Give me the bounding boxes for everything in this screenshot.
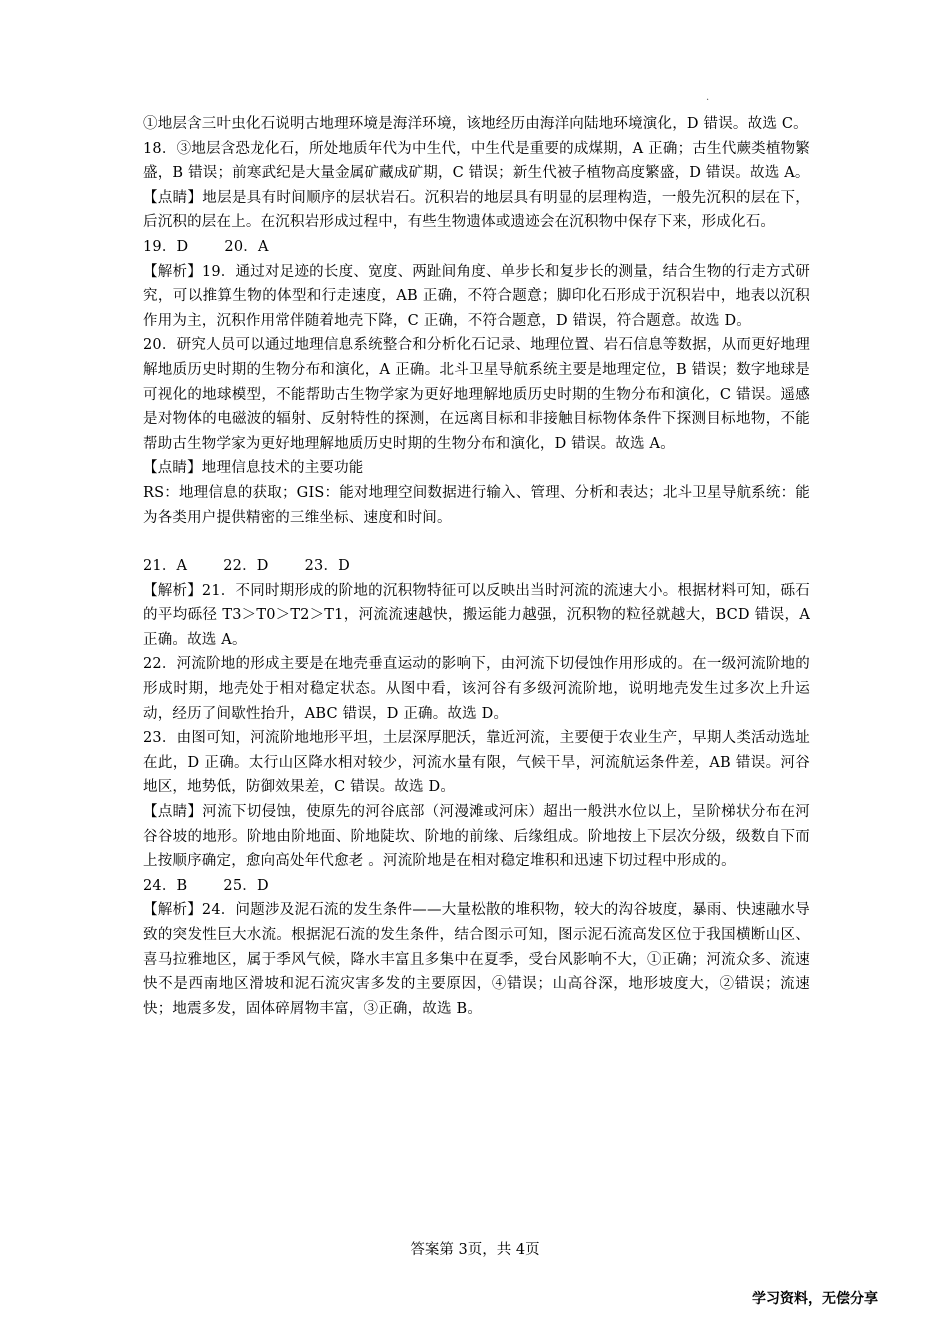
page-footer: 答案第 3页，共 4页	[410, 1242, 540, 1258]
paragraph: 【解析】24．问题涉及泥石流的发生条件——大量松散的堆积物，较大的沟谷坡度，暴雨、快速融水导致的突发性巨大水流。根据泥石流的发生条件，结合图示可知，图示泥石流高发区位于我国横断山区、喜马拉雅地区，属于季风气候，降水丰富且多集中在夏季，受台风影响不大，①正确；河流众多、流速快不是西南地区滑坡和泥石流灾害多发的主要原因，④错误；山高谷深，地形坡度大，②错误；流速快；地震多发，固体碎屑物丰富，③正确，故选 B。	[143, 902, 810, 1017]
answer-19: 19．D	[143, 238, 189, 255]
paragraph: 【解析】21．不同时期形成的阶地的沉积物特征可以反映出当时河流的流速大小。根据材料可知，砾石的平均砾径 T3＞T0＞T2＞T1，河流流速越快，搬运能力越强，沉积物的粒径就越大，BCD 错误，A 正确。故选 A。	[143, 582, 810, 648]
answer-23: 23．D	[304, 558, 351, 575]
paragraph: 【解析】19．通过对足迹的长度、宽度、两趾间角度、单步长和复步长的测量，结合生物的行走方式研究，可以推算生物的体型和行走速度，AB 正确，不符合题意；脚印化石形成于沉积岩中，地表以沉积作用为主，沉积作用常伴随着地壳下降，C 正确，不符合题意，D 错误，符合题意。故选 D。	[143, 263, 810, 329]
paragraph: RS：地理信息的获取；GIS：能对地理空间数据进行输入、管理、分析和表达；北斗卫星导航系统：能为各类用户提供精密的三维坐标、速度和时间。	[143, 484, 810, 526]
answer-21: 21．A	[143, 558, 188, 575]
paragraph: 20．研究人员可以通过地理信息系统整合和分析化石记录、地理位置、岩石信息等数据，从而更好地理解地质历史时期的生物分布和演化，A 正确。北斗卫星导航系统主要是地理定位，B 错误；数字地球是可视化的地球模型，不能帮助古生物学家为更好地理解地质历史时期的生物分布和演化，C 错误。遥感是对物体的电磁波的辐射、反射特性的探测，在远离目标和非接触目标物体条件下探测目标地物，不能帮助古生物学家为更好地理解地质历史时期的生物分布和演化，D 错误。故选 A。	[143, 337, 810, 452]
answer-line-21-23	[143, 554, 810, 579]
answer-20: 20．A	[224, 238, 269, 255]
answer-22: 22．D	[223, 558, 269, 575]
answer-25: 25．D	[223, 877, 269, 894]
spacer	[143, 530, 810, 554]
answer-24: 24．B	[143, 877, 188, 894]
paragraph: ①地层含三叶虫化石说明古地理环境是海洋环境，该地经历由海洋向陆地环境演化，D 错误。故选 C。	[143, 116, 808, 132]
watermark: 学习资料，无偿分享	[752, 1291, 878, 1307]
paragraph: 【点睛】河流下切侵蚀，使原先的河谷底部（河漫滩或河床）超出一般洪水位以上，呈阶梯状分布在河谷谷坡的地形。阶地由阶地面、阶地陡坎、阶地的前缘、后缘组成。阶地按上下层次分级，级数自下而上按顺序确定，愈向高处年代愈老 。河流阶地是在相对稳定堆积和迅速下切过程中形成的。	[143, 804, 810, 870]
paragraph: 【点睛】地理信息技术的主要功能	[143, 460, 364, 477]
page-dot: .	[706, 92, 710, 103]
paragraph: 23．由图可知，河流阶地地形平坦，土层深厚肥沃，靠近河流，主要便于农业生产，早期人类活动选址在此，D 正确。太行山区降水相对较少，河流水量有限，气候干旱，河流航运条件差，AB 错误。河谷地区，地势低，防御效果差，C 错误。故选 D。	[143, 730, 810, 796]
paragraph: 18．③地层含恐龙化石，所处地质年代为中生代，中生代是重要的成煤期，A 正确；古生代蕨类植物繁盛，B 错误；前寒武纪是大量金属矿藏成矿期，C 错误；新生代被子植物高度繁盛，D 错误。故选 A。	[143, 140, 810, 182]
answer-content	[143, 112, 810, 1021]
answer-line-19-20	[143, 235, 810, 260]
paragraph: 22．河流阶地的形成主要是在地壳垂直运动的影响下，由河流下切侵蚀作用形成的。在一级河流阶地的形成时期，地壳处于相对稳定状态。从图中看，该河谷有多级河流阶地，说明地壳发生过多次上升运动，经历了间歇性抬升，ABC 错误，D 正确。故选 D。	[143, 656, 810, 722]
answer-line-24-25	[143, 874, 810, 899]
paragraph: 【点睛】地层是具有时间顺序的层状岩石。沉积岩的地层具有明显的层理构造，一般先沉积的层在下，后沉积的层在上。在沉积岩形成过程中，有些生物遗体或遗迹会在沉积物中保存下来，形成化石。	[143, 189, 810, 231]
